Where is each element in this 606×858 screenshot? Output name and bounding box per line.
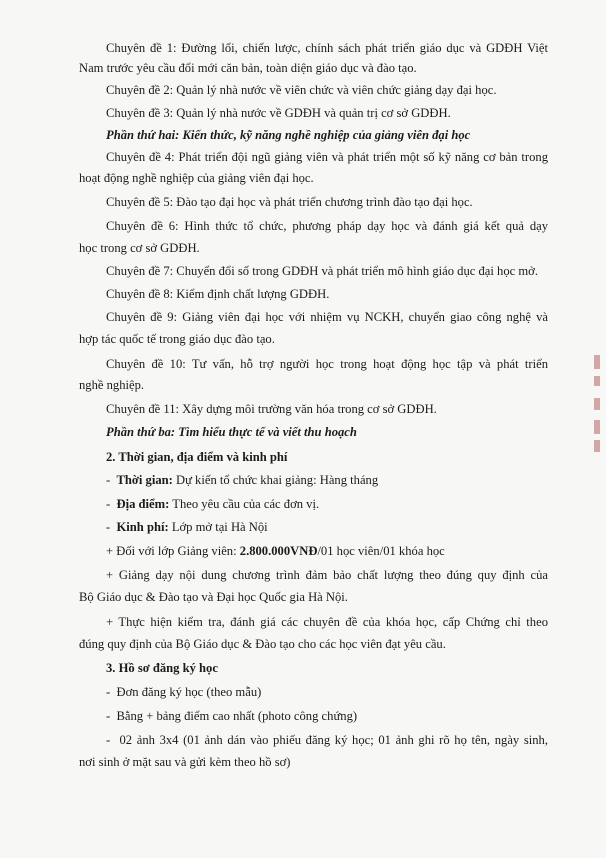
bullet: - <box>106 520 111 534</box>
fee-amount: 2.800.000VNĐ <box>239 544 318 558</box>
fee-detail <box>106 543 445 559</box>
margin-stamp-mark <box>594 376 600 386</box>
bullet: - <box>106 685 111 699</box>
doc-item-2-text: Bằng + bảng điểm cao nhất (photo công chứng) <box>116 709 358 723</box>
topic-5: Chuyên đề 5: Đào tạo đại học và phát triển chương trình đào tạo đại học. <box>106 195 473 209</box>
fee-detail-prefix: + Đối với lớp Giảng viên: <box>106 544 240 558</box>
topic-7: Chuyên đề 7: Chuyển đổi số trong GDĐH và phát triển mô hình giáo dục đại học mở. <box>106 264 538 278</box>
place-row <box>106 496 319 512</box>
doc-item-3-line-2: nơi sinh ở mặt sau và gửi kèm theo hồ sơ) <box>79 755 291 769</box>
margin-stamp-mark <box>594 420 600 434</box>
topic-6-line-2: học trong cơ sở GDĐH. <box>79 241 200 255</box>
topic-6-line-1: Chuyên đề 6: Hình thức tổ chức, phương pháp dạy học và đánh giá kết quả dạy <box>106 219 548 233</box>
topic-9-line-1: Chuyên đề 9: Giảng viên đại học với nhiệm vụ NCKH, chuyển giao công nghệ và <box>106 310 548 324</box>
topic-4-line-1: Chuyên đề 4: Phát triển đội ngũ giảng viên và phát triển một số kỹ năng cơ bản trong <box>106 150 548 164</box>
topic-1-line-1: Chuyên đề 1: Đường lối, chiến lược, chính sách phát triển giáo dục và GDĐH Việt <box>106 41 548 55</box>
bullet: - <box>106 709 111 723</box>
section-3-heading: 3. Hồ sơ đăng ký học <box>106 661 218 675</box>
section-2-heading: 2. Thời gian, địa điểm và kinh phí <box>106 450 288 464</box>
fee-label: Kinh phí: <box>116 520 169 534</box>
fee-detail-suffix: /01 học viên/01 khóa học <box>317 544 445 558</box>
doc-item-3-line-1 <box>106 732 548 748</box>
fee-row <box>106 519 268 535</box>
topic-8: Chuyên đề 8: Kiểm định chất lượng GDĐH. <box>106 287 330 301</box>
part-three-heading: Phần thứ ba: Tìm hiểu thực tế và viết thu hoạch <box>106 425 357 439</box>
time-row <box>106 472 378 488</box>
place-label: Địa điểm: <box>116 497 170 511</box>
cert-line-2: đúng quy định của Bộ Giáo dục & Đào tạo cho các học viên đạt yêu cầu. <box>79 637 446 651</box>
fee-value: Lớp mở tại Hà Nội <box>171 520 268 534</box>
cert-line-1: + Thực hiện kiểm tra, đánh giá các chuyên đề của khóa học, cấp Chứng chỉ theo <box>106 615 548 629</box>
doc-item-2 <box>106 708 357 724</box>
margin-stamp-mark <box>594 440 600 452</box>
bullet: - <box>106 497 111 511</box>
time-value: Dự kiến tổ chức khai giảng: Hàng tháng <box>175 473 379 487</box>
topic-2: Chuyên đề 2: Quản lý nhà nước về viên chức và viên chức giảng dạy đại học. <box>106 83 497 97</box>
topic-11: Chuyên đề 11: Xây dựng môi trường văn hóa trong cơ sở GDĐH. <box>106 402 437 416</box>
time-label: Thời gian: <box>116 473 173 487</box>
margin-stamp-mark <box>594 398 600 410</box>
quality-line-1: + Giảng dạy nội dung chương trình đảm bảo chất lượng theo đúng quy định của <box>106 568 548 582</box>
topic-4-line-2: hoạt động nghề nghiệp của giảng viên đại học. <box>79 171 314 185</box>
part-two-heading: Phần thứ hai: Kiến thức, kỹ năng nghề nghiệp của giảng viên đại học <box>106 128 471 142</box>
bullet: - <box>106 733 111 747</box>
doc-item-1-text: Đơn đăng ký học (theo mẫu) <box>116 685 262 699</box>
doc-item-3-text: 02 ảnh 3x4 (01 ảnh dán vào phiếu đăng ký học; 01 ảnh ghi rõ họ tên, ngày sinh, <box>119 733 548 747</box>
topic-10-line-1: Chuyên đề 10: Tư vấn, hỗ trợ người học trong hoạt động học tập và phát triển <box>106 357 548 371</box>
topic-1-line-2: Nam trước yêu cầu đổi mới căn bản, toàn diện giáo dục và đào tạo. <box>79 61 417 75</box>
margin-stamp-mark <box>594 355 600 369</box>
place-value: Theo yêu cầu của các đơn vị. <box>172 497 320 511</box>
doc-item-1 <box>106 684 261 700</box>
quality-line-2: Bộ Giáo dục & Đào tạo và Đại học Quốc gia Hà Nội. <box>79 590 348 604</box>
bullet: - <box>106 473 111 487</box>
topic-3: Chuyên đề 3: Quản lý nhà nước về GDĐH và quản trị cơ sở GDĐH. <box>106 106 451 120</box>
topic-10-line-2: nghề nghiệp. <box>79 378 145 392</box>
topic-9-line-2: hợp tác quốc tế trong giáo dục đào tạo. <box>79 332 275 346</box>
